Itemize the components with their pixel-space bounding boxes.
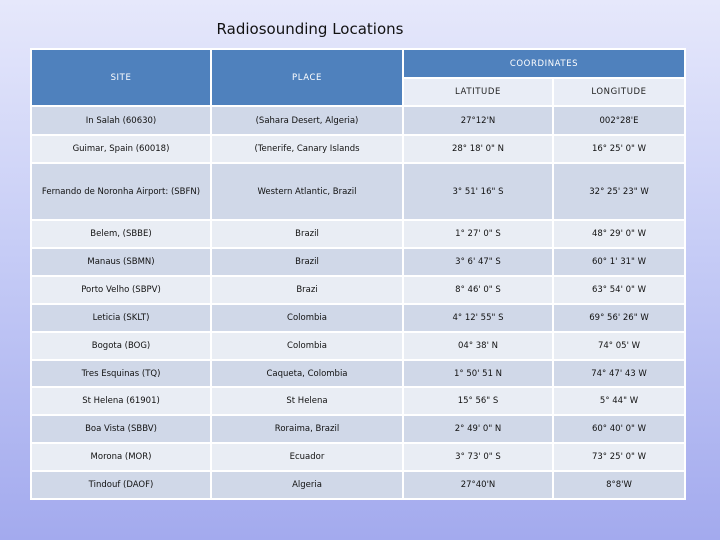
latitude-cell: 04° 38' N — [403, 332, 553, 360]
table-row — [31, 304, 685, 332]
longitude-cell: 69° 56' 26" W — [553, 304, 685, 332]
latitude-cell: 8° 46' 0" S — [403, 276, 553, 304]
table-row — [31, 106, 685, 135]
latitude-cell: 1° 50' 51 N — [403, 360, 553, 387]
table-row — [31, 248, 685, 276]
site-cell: Boa Vista (SBBV) — [31, 415, 211, 443]
table-row — [31, 415, 685, 443]
site-cell: Belem, (SBBE) — [31, 220, 211, 248]
site-cell: Manaus (SBMN) — [31, 248, 211, 276]
latitude-cell: 2° 49' 0" N — [403, 415, 553, 443]
site-cell: In Salah (60630) — [31, 106, 211, 135]
coordinates-column-header: COORDINATES — [403, 49, 685, 78]
longitude-cell: 32° 25' 23" W — [553, 163, 685, 220]
longitude-cell: 48° 29' 0" W — [553, 220, 685, 248]
longitude-cell: 16° 25' 0" W — [553, 135, 685, 163]
longitude-cell: 8°8'W — [553, 471, 685, 499]
site-cell: Morona (MOR) — [31, 443, 211, 471]
site-cell: Fernando de Noronha Airport: (SBFN) — [31, 163, 211, 220]
table-body — [31, 106, 685, 499]
latitude-cell: 1° 27' 0" S — [403, 220, 553, 248]
place-cell: Western Atlantic, Brazil — [211, 163, 403, 220]
latitude-cell: 15° 56" S — [403, 387, 553, 415]
place-column-header: PLACE — [211, 49, 403, 106]
place-cell: Brazil — [211, 220, 403, 248]
table-row — [31, 387, 685, 415]
table-row — [31, 220, 685, 248]
longitude-column-header: LONGITUDE — [553, 78, 685, 106]
site-cell: Porto Velho (SBPV) — [31, 276, 211, 304]
site-cell: Bogota (BOG) — [31, 332, 211, 360]
latitude-cell: 27°12'N — [403, 106, 553, 135]
site-column-header: SITE — [31, 49, 211, 106]
longitude-cell: 60° 40' 0" W — [553, 415, 685, 443]
place-cell: Ecuador — [211, 443, 403, 471]
table-row — [31, 360, 685, 387]
site-cell: Leticia (SKLT) — [31, 304, 211, 332]
site-cell: St Helena (61901) — [31, 387, 211, 415]
longitude-cell: 63° 54' 0" W — [553, 276, 685, 304]
latitude-cell: 28° 18' 0" N — [403, 135, 553, 163]
latitude-cell: 27°40'N — [403, 471, 553, 499]
table-row — [31, 443, 685, 471]
place-cell: Colombia — [211, 304, 403, 332]
place-cell: Algeria — [211, 471, 403, 499]
table-row — [31, 276, 685, 304]
latitude-cell: 4° 12' 55" S — [403, 304, 553, 332]
longitude-cell: 74° 05' W — [553, 332, 685, 360]
place-cell: Brazi — [211, 276, 403, 304]
site-cell: Tres Esquinas (TQ) — [31, 360, 211, 387]
site-cell: Guimar, Spain (60018) — [31, 135, 211, 163]
place-cell: St Helena — [211, 387, 403, 415]
table-row — [31, 135, 685, 163]
place-cell: Brazil — [211, 248, 403, 276]
longitude-cell: 73° 25' 0" W — [553, 443, 685, 471]
site-cell: Tindouf (DAOF) — [31, 471, 211, 499]
table-row — [31, 332, 685, 360]
place-cell: Roraima, Brazil — [211, 415, 403, 443]
page-title: Radiosounding Locations — [216, 20, 404, 38]
latitude-column-header: LATITUDE — [403, 78, 553, 106]
radiosounding-table — [30, 48, 686, 500]
latitude-cell: 3° 51' 16" S — [403, 163, 553, 220]
place-cell: Colombia — [211, 332, 403, 360]
table-row — [31, 471, 685, 499]
place-cell: Caqueta, Colombia — [211, 360, 403, 387]
table-row — [31, 163, 685, 220]
latitude-cell: 3° 73' 0" S — [403, 443, 553, 471]
place-cell: (Tenerife, Canary Islands — [211, 135, 403, 163]
longitude-cell: 74° 47' 43 W — [553, 360, 685, 387]
longitude-cell: 60° 1' 31" W — [553, 248, 685, 276]
latitude-cell: 3° 6' 47" S — [403, 248, 553, 276]
longitude-cell: 5° 44" W — [553, 387, 685, 415]
place-cell: (Sahara Desert, Algeria) — [211, 106, 403, 135]
longitude-cell: 002°28'E — [553, 106, 685, 135]
